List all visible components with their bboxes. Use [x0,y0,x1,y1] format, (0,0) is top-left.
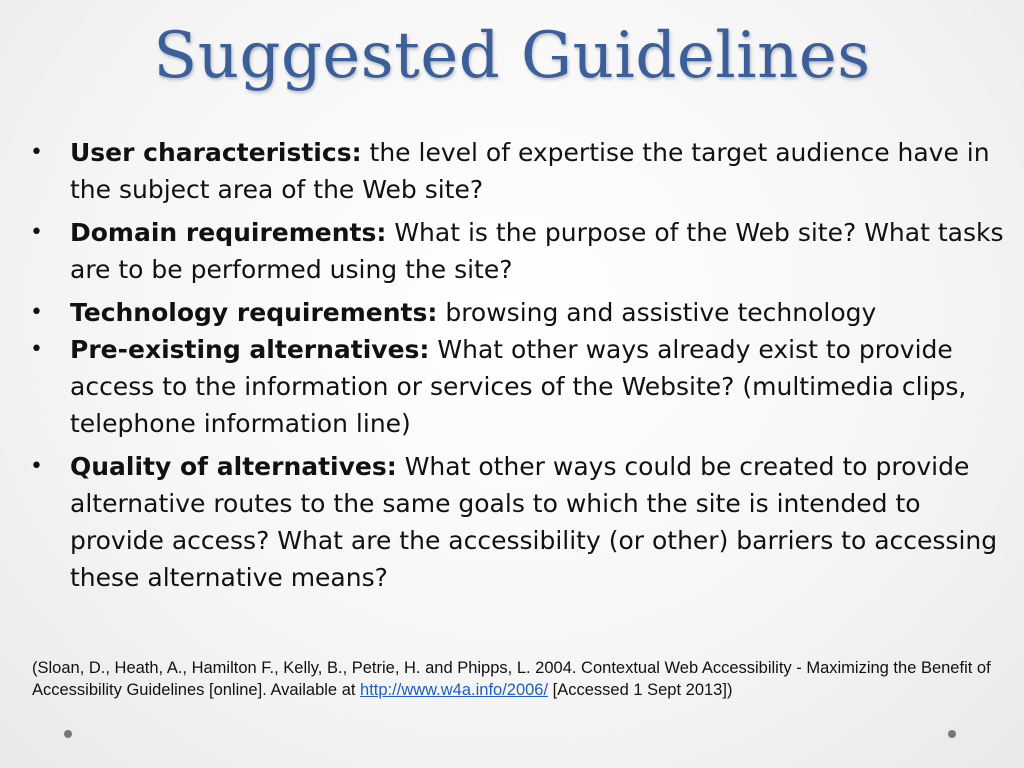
bullet-icon: • [30,140,43,165]
slide-title: Suggested Guidelines [153,19,871,93]
bullet-term: Technology requirements: [70,298,438,327]
bullet-term: Pre-existing alternatives: [70,335,430,364]
bullet-icon: • [30,337,43,362]
bullet-text: What is the purpose of the Web site? What tasks are to be performed using the site? [70,218,1004,284]
bullet-text: What other ways could be created to provide alternative routes to the same goals to which the site is intended to provide access? What are the accessibility (or other) barriers to accessing these alternative means? [70,452,998,592]
bullet-term: Domain requirements: [70,218,387,247]
bullet-text: browsing and assistive technology [437,298,877,327]
bullet-list [30,134,1005,602]
bullet-term: Quality of alternatives: [70,452,397,481]
bullet-text: the level of expertise the target audience have in the subject area of the Web site? [70,138,990,204]
citation [32,657,1002,701]
bullet-icon: • [30,300,43,325]
list-item [30,294,1005,331]
corner-dot-left [64,730,72,738]
list-item [30,214,1005,288]
bullet-icon: • [30,220,43,245]
list-item [30,448,1005,596]
list-item [30,134,1005,208]
citation-text: (Sloan, D., Heath, A., Hamilton F., Kelly, B., Petrie, H. and Phipps, L. 2004. Contextual Web Accessibility - Maximizing the Benefit of Accessibility Guidelines [online]. Available at [32,659,991,699]
bullet-text: What other ways already exist to provide access to the information or services of the Website? (multimedia clips, telephone information line) [70,335,967,438]
citation-accessed: [Accessed 1 Sept 2013]) [548,681,733,699]
bullet-term: User characteristics: [70,138,362,167]
citation-link[interactable]: http://www.w4a.info/2006/ [360,681,549,699]
corner-dot-right [948,730,956,738]
list-item [30,331,1005,442]
bullet-icon: • [30,454,43,479]
